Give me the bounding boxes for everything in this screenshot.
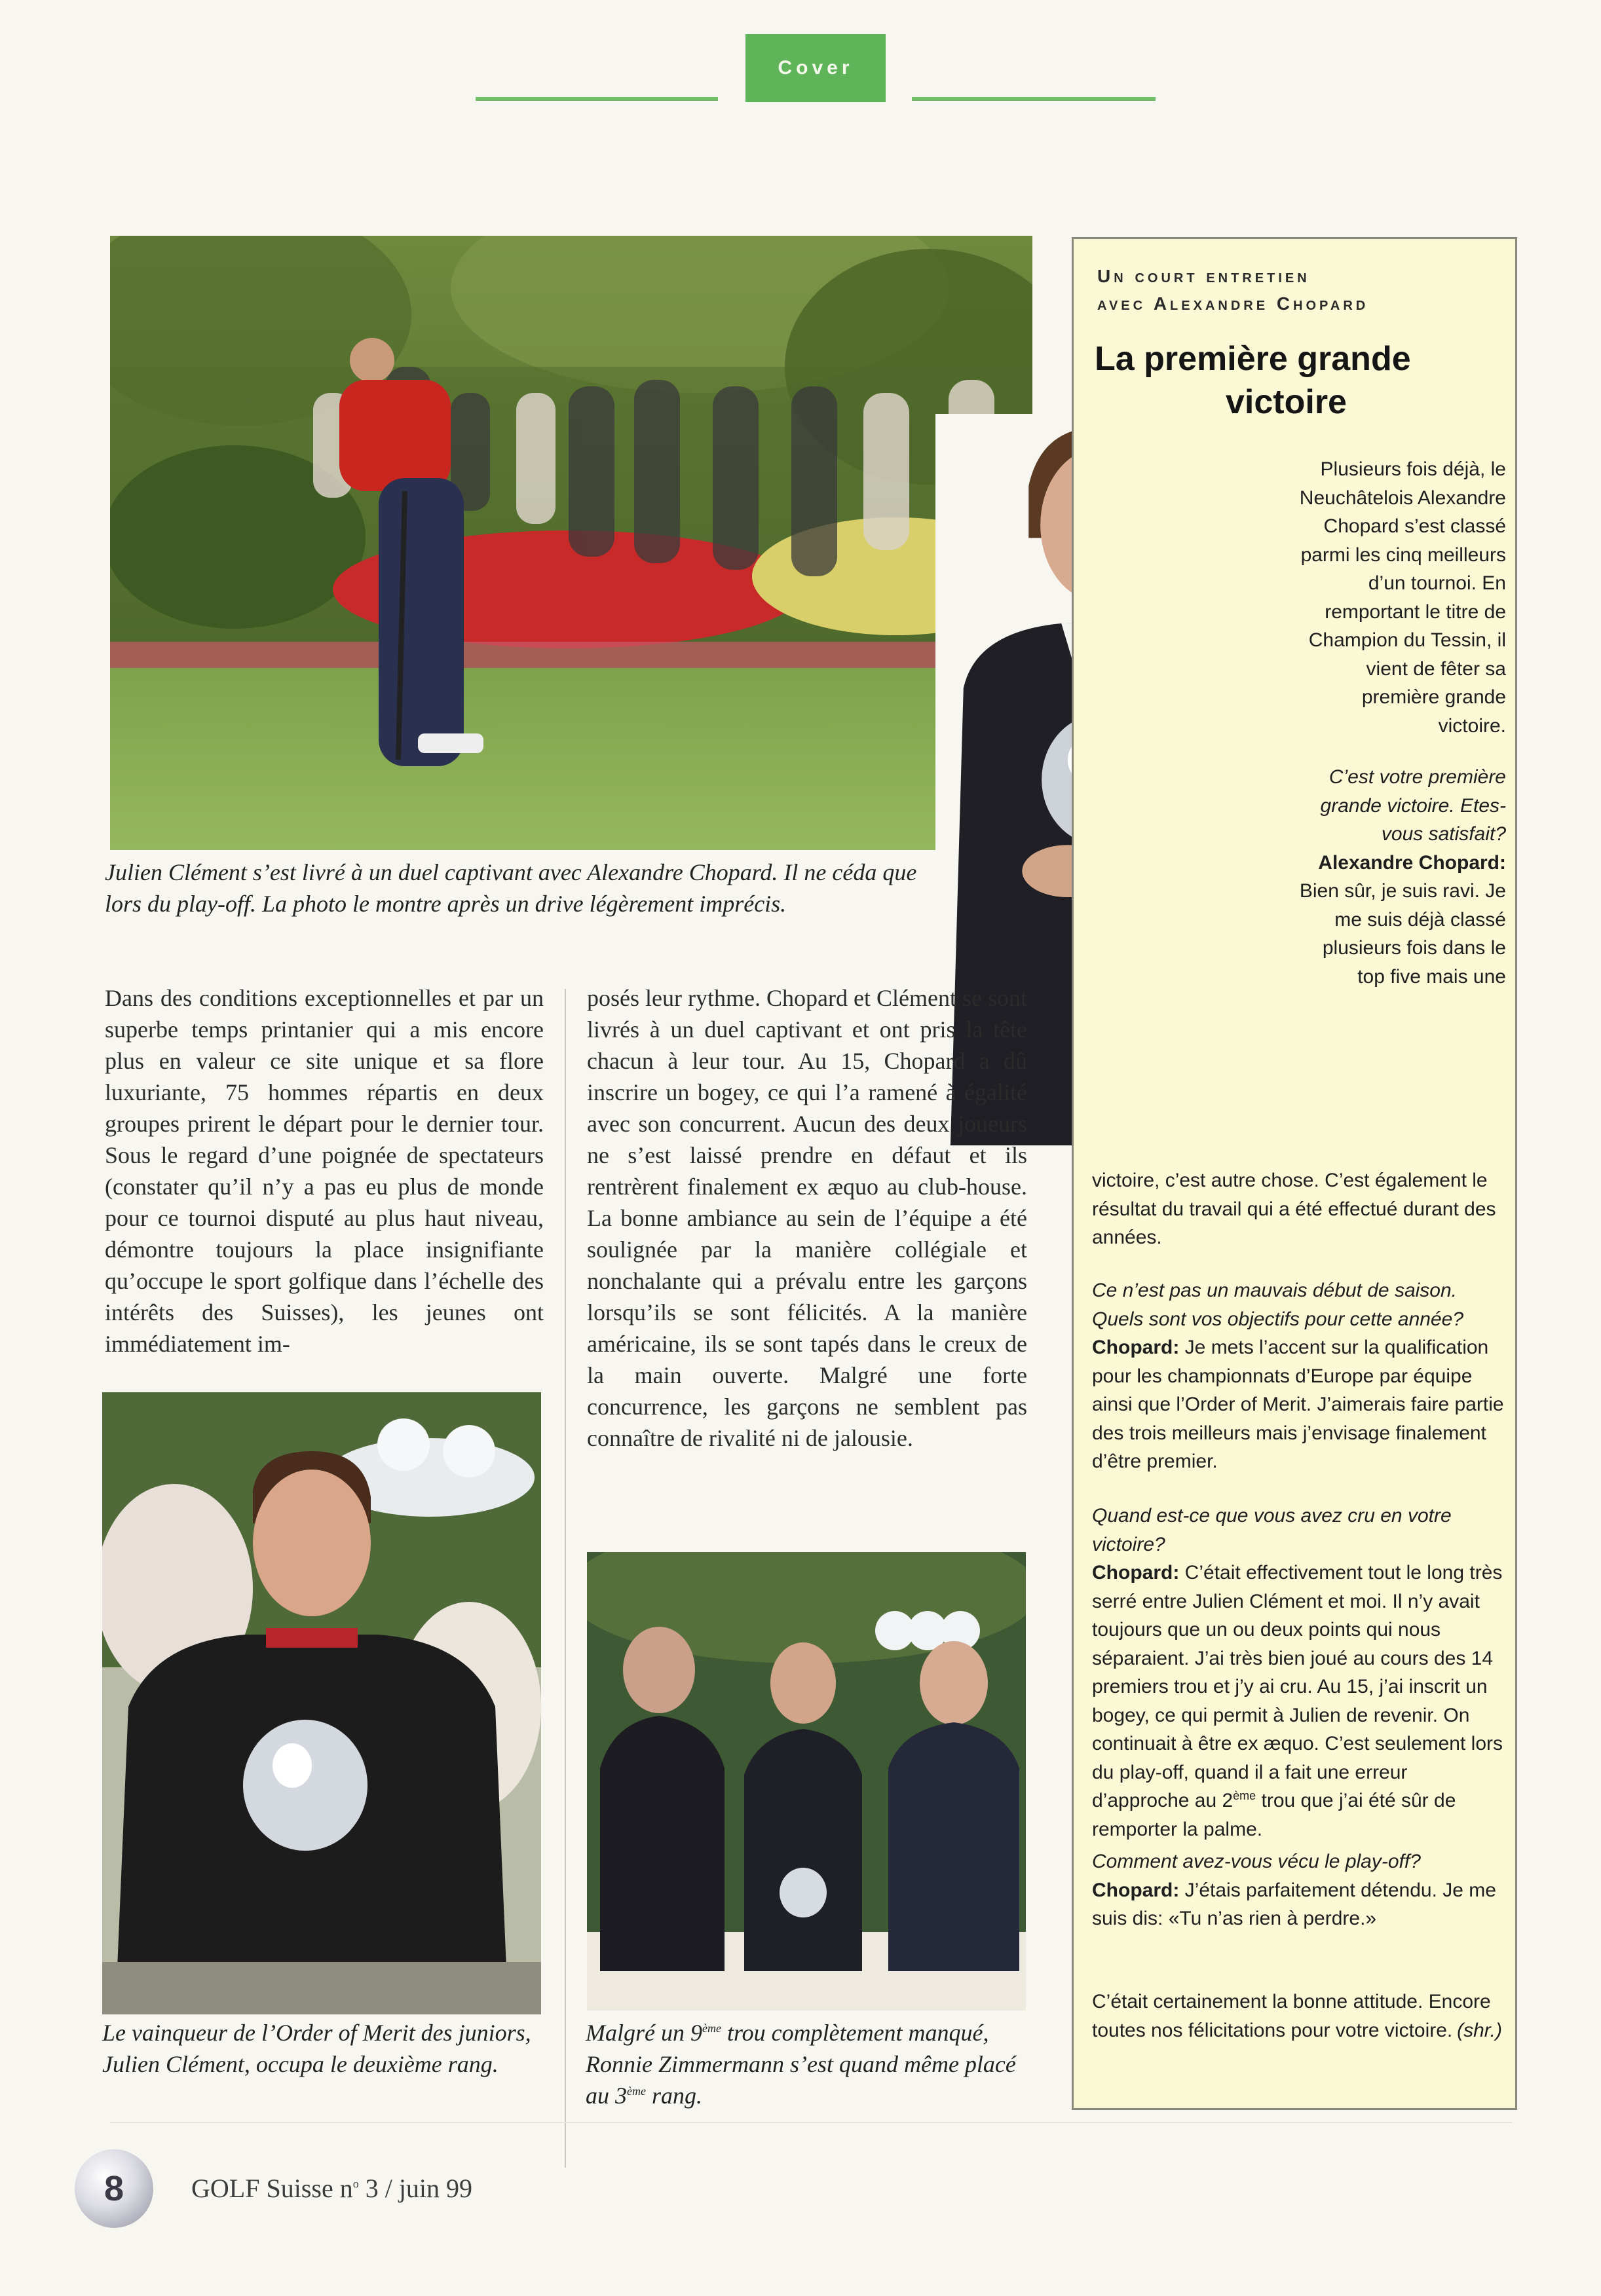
author-signature: (shr.) xyxy=(1457,2019,1502,2041)
clement-photo-caption: Le vainqueur de l’Order of Merit des juniors, Julien Clément, occupa le deuxième rang. xyxy=(102,2020,531,2077)
trio-caption-part-2: trou complètement manqué, Ronnie Zimmermann s’est quand même placé au 3 xyxy=(586,2020,1016,2109)
golfer-drive-photo xyxy=(110,236,1032,850)
answer-3-speaker: Chopard: xyxy=(1092,1562,1180,1583)
question-1: C’est votre première grande victoire. Etes-vous satisfait? xyxy=(1320,766,1506,845)
kicker-line-1: Un court entretien xyxy=(1097,266,1310,286)
interview-kicker xyxy=(1097,263,1368,318)
trio-caption-sup-1: ème xyxy=(702,2022,721,2035)
answer-2-speaker: Chopard: xyxy=(1092,1337,1180,1358)
interview-qa-4 xyxy=(1092,1847,1505,1933)
issue-prefix: n xyxy=(333,2174,353,2203)
interview-qa-2 xyxy=(1092,1276,1505,1476)
column-divider xyxy=(565,989,566,2168)
answer-1-start: Bien sûr, je suis ravi. Je me suis déjà classé plusieurs fois dans le top five mais une xyxy=(1299,880,1506,988)
page-number: 8 xyxy=(104,2169,124,2208)
interview-intro: Plusieurs fois déjà, le Neuchâtelois Alexandre Chopard s’est classé parmi les cinq meilleurs d’un tournoi. En remportant le titre de Champion du Tessin, il vient de fêter sa première grande victoire. xyxy=(1299,458,1506,737)
interview-qa-1 xyxy=(1296,763,1506,991)
header-rule-right xyxy=(912,97,1156,101)
issue-date: 3 / juin 99 xyxy=(358,2174,473,2203)
question-3: Quand est-ce que vous avez cru en votre victoire? xyxy=(1092,1505,1452,1555)
golf-ball-icon xyxy=(75,2149,153,2228)
answer-3-part-2: trou que j’ai été sûr de remporter la palme. xyxy=(1092,1790,1456,1840)
interview-title xyxy=(1095,337,1488,424)
trio-caption-part-3: rang. xyxy=(645,2083,702,2109)
trio-caption-part-1: Malgré un 9 xyxy=(586,2020,702,2046)
clement-trophy-portrait xyxy=(102,1392,541,2014)
title-line-1: La première grande xyxy=(1095,340,1411,378)
interview-qa-3 xyxy=(1092,1502,1505,1843)
issue-sup: o xyxy=(352,2177,359,2191)
interview-closing xyxy=(1092,1988,1505,2045)
section-label: Cover xyxy=(745,34,886,102)
answer-3-sup: ème xyxy=(1233,1789,1256,1802)
trio-caption-sup-2: ème xyxy=(627,2084,646,2098)
question-4: Comment avez-vous vécu le play-off? xyxy=(1092,1851,1421,1872)
footer-rule xyxy=(110,2122,1512,2123)
title-line-2: victoire xyxy=(1226,383,1347,421)
interview-box xyxy=(1072,237,1517,2110)
kicker-line-2: avec Alexandre Chopard xyxy=(1097,293,1369,314)
article-column-2: posés leur rythme. Chopard et Clément se sont livrés à un duel captivant et ont pris la tête chacun à leur tour. Au 15, Chopard a dû inscrire un bogey, ce qui l’a ramené à égalité avec son concurrent. Aucun des deux joueurs ne s’est laissé prendre en défaut et ils rentrèrent finalement ex æquo au club-house. La bonne ambiance au sein de l’équipe a été soulignée par la manière collégiale et nonchalante qui a prévalu entre les garçons lorsqu’ils se sont félicités. A la manière américaine, ils se sont tapés dans le creux de la main ouverte. Malgré une forte concurrence, les garçons ne semblent pas connaître de rivalité ni de jalousie. xyxy=(587,985,1027,1451)
answer-2: Je mets l’accent sur la qualification pour les championnats d’Europe par équipe ainsi que l’Order of Merit. J’aimerais faire partie des trois meilleurs mais j’envisage finalement d’être premier. xyxy=(1092,1337,1504,1472)
closing-text: C’était certainement la bonne attitude. Encore toutes nos félicitations pour votre victoire. xyxy=(1092,1991,1491,2041)
answer-3-part-1: C’était effectivement tout le long très serré entre Julien Clément et moi. Il n’y avait toujours que un ou deux points qui nous séparaient. J’ai très bien joué au cours des 14 premiers trou et j’y ai cru. Au 15, j’ai inscrit un bogey, ce qui permit à Julien de revenir. On continuait à être ex æquo. C’est seulement lors du play-off, quand il a fait une erreur d’approche au 2 xyxy=(1092,1562,1503,1811)
footer-publication xyxy=(191,2173,472,2204)
magazine-name: GOLF Suisse xyxy=(191,2174,333,2203)
article-column-1: Dans des conditions exceptionnelles et par un superbe temps printanier qui a mis encore plus en valeur ce site unique et sa flore luxuriante, 75 hommes répartis en deux groupes prirent le départ pour le dernier tour. Sous le regard d’une poignée de spectateurs (constater qu’il n’y a pas eu plus de monde pour ce tournoi disputé au plus haut niveau, démontre toujours la place insignifiante qu’occupe le sport golfique dans l’échelle des intérêts des Suisses), les jeunes ont immédiatement im- xyxy=(105,985,544,1357)
golfer-photo-caption: Julien Clément s’est livré à un duel captivant avec Alexandre Chopard. Il ne céda que lors du play-off. La photo le montre après un drive légèrement imprécis. xyxy=(105,859,917,917)
trio-photo-caption xyxy=(586,2017,1031,2111)
answer-1-continued: victoire, c’est autre chose. C’est également le résultat du travail qui a été effectué durant des années. xyxy=(1092,1170,1496,1248)
answer-4-speaker: Chopard: xyxy=(1092,1879,1180,1901)
award-group-photo xyxy=(587,1552,1026,2010)
answer-4: J’étais parfaitement détendu. Je me suis dis: «Tu n’as rien à perdre.» xyxy=(1092,1879,1496,1929)
header-rule-left xyxy=(476,97,718,101)
answer-1-speaker: Alexandre Chopard: xyxy=(1318,851,1506,874)
question-2: Ce n’est pas un mauvais début de saison. Quels sont vos objectifs pour cette année? xyxy=(1092,1280,1464,1330)
